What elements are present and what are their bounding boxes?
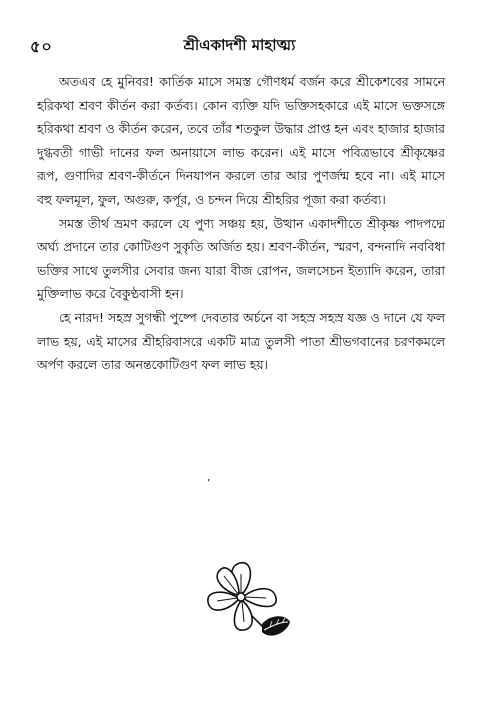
flower-with-leaf-icon — [200, 560, 292, 642]
page-number: ৫০ — [30, 37, 53, 56]
paragraph-1: অতএব হে মুনিবর! কার্তিক মাসে সমস্ত গৌণধর্ম বর্জন করে শ্রীকেশবের সামনে হরিকথা শ্রবণ কীর্তন করা কর্তব্য। কোন ব্যক্তি যদি ভক্তিসহকারে এই মাসে ভক্তসঙ্গে হরিকথা শ্রবণ ও কীর্তন করেন, তবে তাঁর শতকুল উদ্ধার প্রাপ্ত হন এবং হাজার হাজার দুগ্ধবতী গাভী দানের ফল অনায়াসে লাভ করেন। এই মাসে পবিত্রভাবে শ্রীকৃষ্ণের রূপ, গুণাদির শ্রবণ-কীর্তনে দিনযাপন করলে তার আর পুণর্জন্ম হবে না। এই মাসে বহু ফলমূল, ফুল, অগুরু, কর্পূর, ও চন্দন দিয়ে শ্রীহরির পূজা করা কর্তব্য। — [37, 74, 445, 207]
paragraph-2: সমস্ত তীর্থ ভ্রমণ করলে যে পুণ্য সঞ্চয় হয়, উত্থান একাদশীতে শ্রীকৃষ্ণ পাদপদ্মে অর্ঘ্য প্রদানে তার কোটিগুণ সুকৃতি অর্জিত হয়। শ্রবণ-কীর্তন, স্মরণ, বন্দনাদি নববিধা ভক্তির সাথে তুলসীর সেবার জন্য যারা বীজ রোপন, জলসেচন ইত্যাদি করেন, তারা মুক্তিলাভ করে বৈকুণ্ঠবাসী হন। — [37, 215, 445, 302]
body-text — [37, 70, 445, 377]
stray-print-mark: ’ — [207, 478, 211, 489]
running-title: শ্রীএকাদশী মাহাত্ম্য — [183, 36, 296, 54]
page-header — [30, 34, 449, 56]
paragraph-3: হে নারদ! সহস্র সুগন্ধী পুষ্পে দেবতার অর্চনে বা সহস্র সহস্র যজ্ঞ ও দানে যে ফল লাভ হয়, এই মাসের শ্রীহরিবাসরে একটি মাত্র তুলসী পাতা শ্রীভগবানের চরণকমলে অর্পণ করলে তার অনন্তকোটিগুণ ফল লাভ হয়। — [37, 309, 445, 373]
